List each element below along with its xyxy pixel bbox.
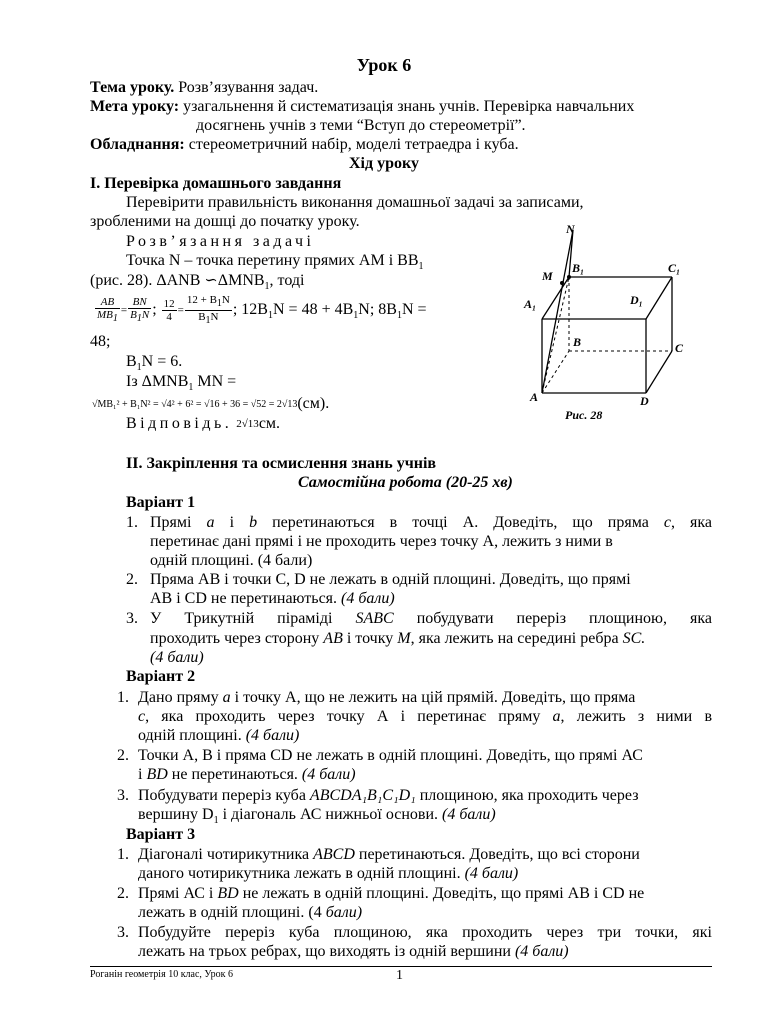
label-c: C bbox=[675, 341, 684, 355]
section1-heading: І. Перевірка домашнього завдання bbox=[90, 175, 342, 192]
list-number: 3. bbox=[117, 924, 129, 941]
variant3-task2-line2: лежать в одній площині. (4 бали) bbox=[138, 904, 363, 921]
solution-line1: Точка N – точка перетину прямих AM і $BB_1$ bbox=[126, 252, 424, 273]
goal-line-2: досягнень учнів з теми “Вступ до стереометрії”. bbox=[196, 117, 526, 134]
list-number: 3. bbox=[117, 787, 129, 804]
variant3-task1-line1: Діагоналі чотирикутника ABCD перетинаються. Доведіть, що всі сторони bbox=[138, 846, 640, 863]
figure-caption: Рис. 28 bbox=[565, 408, 603, 422]
equation-continuation: 48; bbox=[90, 333, 111, 350]
variant3-task3-line2: лежать на трьох ребрах, що виходять із одній вершини (4 бали) bbox=[138, 943, 569, 960]
edge-dc bbox=[646, 351, 672, 393]
cube-figure bbox=[520, 220, 700, 425]
variant2-task3-line1: Побудувати переріз куба ABCDA₁B₁C₁D₁ площиною, яка проходить через bbox=[138, 787, 639, 804]
topic-line: Тема уроку. Розв’язування задач. bbox=[90, 79, 319, 96]
variant1-task3-line1: У Трикутній піраміді SABC побудувати переріз площиною, яка bbox=[150, 610, 712, 627]
fraction-12-4: $\frac{12}{4}$ bbox=[163, 297, 175, 323]
edge-a1b1 bbox=[542, 277, 569, 319]
point-b1 bbox=[567, 275, 571, 279]
variant1-task1-line2: перетинає дані прямі і не проходить через точку А, лежить з ними в bbox=[150, 533, 613, 550]
variant2-task1-line3: одній площині. (4 бали) bbox=[138, 727, 300, 744]
variant1-task2-line2: АВ і СD не перетинаються. (4 бали) bbox=[150, 590, 395, 607]
fraction-12b1n-b1n: $\frac{12 + B_1N}{B_1N}$ bbox=[186, 293, 230, 327]
label-n: N bbox=[566, 222, 575, 236]
label-a: A bbox=[530, 390, 539, 404]
label-d: D bbox=[640, 394, 649, 408]
page-number: 1 bbox=[396, 968, 403, 983]
list-number: 2. bbox=[126, 571, 138, 588]
section1-p1: Перевірити правильність виконання домашньої задачі за записами, bbox=[126, 194, 584, 211]
variant1-task1-line3: одній площині. (4 бали) bbox=[150, 552, 313, 569]
variant2-task2-line1: Точки А, В і пряма СD не лежать в одній площині. Доведіть, що прямі АС bbox=[138, 747, 643, 764]
variant3-task2-line1: Прямі АС і BD не лежать в одній площині. Доведіть, що прямі АВ і СD не bbox=[138, 885, 645, 902]
goal-line: Мета уроку: узагальнення й систематизація знань учнів. Перевірка навчальних bbox=[90, 98, 635, 115]
list-number: 1. bbox=[126, 514, 138, 531]
point-m bbox=[560, 281, 564, 285]
label-a1: A₁ bbox=[524, 297, 537, 311]
list-number: 1. bbox=[117, 846, 129, 863]
edge-d1c1 bbox=[646, 277, 672, 319]
line-ab1-hidden bbox=[542, 277, 569, 393]
variant3-task1-line2: даного чотирикутника лежать в одній площині. (4 бали) bbox=[138, 865, 519, 882]
solution-line2: (рис. 28). ΔANB $∽\Delta MNB_1$, тоді bbox=[90, 272, 305, 293]
label-d1: D₁ bbox=[630, 293, 643, 307]
section2-heading: ІІ. Закріплення та осмислення знань учнів bbox=[126, 455, 437, 472]
label-b: B bbox=[573, 335, 582, 349]
variant2-task1-line1: Дано пряму a і точку А, що не лежить на цій прямій. Доведіть, що пряма bbox=[138, 689, 636, 706]
sqrt-expression: √MB₁² + B₁N² = √4² + 6² = √16 + 36 = √52 = 2√13(см). bbox=[92, 395, 330, 412]
variant2-task2-line2: і BD не перетинаються. (4 бали) bbox=[138, 766, 356, 783]
label-c1: C₁ bbox=[668, 261, 681, 275]
list-number: 3. bbox=[126, 610, 138, 627]
fraction-ab-mb1: $\frac{AB}{MB_1}$ bbox=[97, 295, 118, 324]
variant1-task2-line1: Пряма АВ і точки С, D не лежать в одній площині. Доведіть, що прямі bbox=[150, 571, 631, 588]
label-b1: B₁ bbox=[572, 261, 585, 275]
footer-text: Роганін геометрія 10 клас, Урок 6 bbox=[90, 969, 233, 980]
lesson-heading: Хід уроку bbox=[349, 155, 419, 172]
answer-line: Відповідь. 2√13см. bbox=[126, 415, 281, 432]
variant1-task3-line3: (4 бали) bbox=[150, 649, 204, 666]
variant2-task3-line2: вершину $D_1$ і діагональ АС нижньої основи. (4 бали) bbox=[138, 806, 496, 827]
b1n-result: $B_1N = 6$. bbox=[126, 353, 183, 374]
footer-divider bbox=[90, 966, 712, 967]
mn-line: Із $\Delta MNB_1$ MN = bbox=[126, 373, 237, 394]
variant2-task1-line2: c, яка проходить через точку А і перетинає пряму a, лежить з ними в bbox=[138, 708, 712, 725]
fraction-bn-b1n: $\frac{BN}{B_1N}$ bbox=[130, 295, 150, 324]
list-number: 1. bbox=[117, 689, 129, 706]
proportion-equation: $\frac{AB}{MB_1}$ = $\frac{BN}{B_1N}$ ; $\frac{12}{4}$ = $\frac{12 + B_1N}{B_1N}$ ; $12B_1N = 48 + 4B_1N$; $8B_1N$ = bbox=[97, 293, 427, 327]
equipment-line: Обладнання: стереометричний набір, моделі тетраедра і куба. bbox=[90, 136, 519, 153]
variant3-task3-line1: Побудуйте переріз куба площиною, яка проходить через три точки, які bbox=[138, 924, 712, 941]
section1-p2: зробленими на дошці до початку уроку. bbox=[90, 213, 360, 230]
variant1-title: Варіант 1 bbox=[126, 494, 196, 511]
page-title: Урок 6 bbox=[356, 55, 412, 75]
list-number: 2. bbox=[117, 885, 129, 902]
variant3-title: Варіант 3 bbox=[126, 826, 196, 843]
section2-subheading: Самостійна робота (20-25 хв) bbox=[298, 474, 513, 491]
variant1-task1-line1: Прямі a і b перетинаються в точці А. Доведіть, що пряма c, яка bbox=[150, 514, 712, 531]
list-number: 2. bbox=[117, 747, 129, 764]
variant1-task3-line2: проходить через сторону AB і точку M, яка лежить на середині ребра SC. bbox=[150, 630, 646, 647]
solution-label: Розв’язання задачі bbox=[126, 233, 315, 250]
variant2-title: Варіант 2 bbox=[126, 668, 196, 685]
label-m: M bbox=[542, 269, 553, 283]
